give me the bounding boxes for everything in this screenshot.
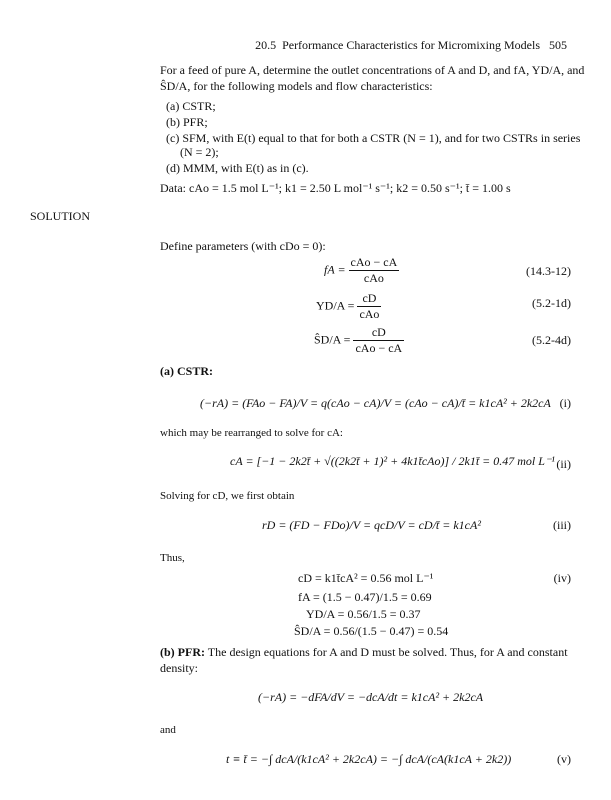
- equation-pfr-rate: (−rA) = −dFA/dV = −dcA/dt = k1cA² + 2k2cA: [258, 690, 484, 704]
- problem-intro-2: ŜD/A, for the following models and flow characteristics:: [160, 79, 433, 93]
- def-selectivity-lhs: ŜD/A =: [314, 332, 351, 347]
- def-fa-lhs: fA =: [324, 262, 346, 277]
- running-header: [255, 38, 567, 53]
- equation-iii: rD = (FD − FDo)/V = qcD/V = cD/t̄ = k1cA²: [262, 518, 481, 532]
- equation-i: (−rA) = (FAo − FA)/V = q(cAo − cA)/V = (cAo − cA)/t̄ = k1cA² + 2k2cA: [200, 396, 551, 410]
- def-yield-lhs: YD/A =: [316, 298, 355, 313]
- result-selectivity: ŜD/A = 0.56/(1.5 − 0.47) = 0.54: [294, 624, 449, 638]
- problem-item-c-cont: (N = 2);: [180, 145, 219, 159]
- eq-tag-i: (i): [559, 396, 571, 410]
- eq-tag-14-3-12: (14.3-12): [526, 264, 571, 278]
- eq-tag-iv: (iv): [553, 571, 571, 585]
- define-parameters-text: Define parameters (with cDo = 0):: [160, 239, 326, 253]
- problem-data: Data: cAo = 1.5 mol L⁻¹; k1 = 2.50 L mol⁻¹ s⁻¹; k2 = 0.50 s⁻¹; t̄ = 1.00 s: [160, 181, 511, 195]
- part-b-text: The design equations for A and D must be solved. Thus, for A and constant: [207, 645, 568, 659]
- equation-v: t ≡ t̄ = −∫ dcA/(k1cA² + 2k2cA) = −∫ dcA/(cA(k1cA + 2k2)): [226, 752, 512, 766]
- def-fa-equation: [324, 255, 399, 286]
- part-b-paragraph: [160, 644, 568, 660]
- def-yield-numerator: cD: [357, 291, 381, 307]
- equation-ii: cA = [−1 − 2k2t̄ + √((2k2t̄ + 1)² + 4k1t̄cAo)] / 2k1t̄ = 0.47 mol L⁻¹: [230, 454, 555, 468]
- section-title: Performance Characteristics for Micromixing Models: [282, 38, 540, 52]
- problem-item-a: (a) CSTR;: [166, 99, 216, 113]
- def-selectivity-denominator: cAo − cA: [355, 341, 403, 355]
- rearranged-text: which may be rearranged to solve for cA:: [160, 427, 343, 439]
- solution-heading: SOLUTION: [30, 209, 90, 223]
- and-text: and: [160, 724, 176, 736]
- problem-item-b: (b) PFR;: [166, 115, 208, 129]
- part-b-label: (b) PFR:: [160, 645, 205, 659]
- problem-item-c: (c) SFM, with E(t) equal to that for both a CSTR (N = 1), and for two CSTRs in series: [166, 131, 581, 145]
- def-fa-numerator: cAo − cA: [350, 255, 398, 269]
- part-a-label: (a) CSTR:: [160, 364, 213, 378]
- solving-text: Solving for cD, we first obtain: [160, 490, 295, 502]
- def-yield-denominator: cAo: [359, 307, 380, 321]
- eq-tag-v: (v): [557, 752, 571, 766]
- result-yield: YD/A = 0.56/1.5 = 0.37: [306, 607, 421, 621]
- thus-text: Thus,: [160, 552, 185, 564]
- def-fa-denominator: cAo: [363, 271, 384, 285]
- result-cd: cD = k1t̄cA² = 0.56 mol L⁻¹: [298, 571, 434, 585]
- def-yield-equation: [316, 291, 381, 322]
- section-number: 20.5: [255, 38, 277, 52]
- problem-intro: For a feed of pure A, determine the outlet concentrations of A and D, and fA, YD/A, and: [160, 63, 585, 77]
- page-number: 505: [549, 38, 567, 52]
- part-b-text-cont: density:: [160, 661, 198, 675]
- eq-tag-5-2-4d: (5.2-4d): [532, 333, 571, 347]
- def-selectivity-numerator: cD: [353, 325, 404, 341]
- eq-tag-5-2-1d: (5.2-1d): [532, 296, 571, 310]
- result-fa: fA = (1.5 − 0.47)/1.5 = 0.69: [298, 590, 432, 604]
- def-selectivity-equation: [314, 325, 404, 356]
- eq-tag-ii: (ii): [556, 457, 571, 471]
- problem-item-d: (d) MMM, with E(t) as in (c).: [166, 161, 309, 175]
- eq-tag-iii: (iii): [553, 518, 571, 532]
